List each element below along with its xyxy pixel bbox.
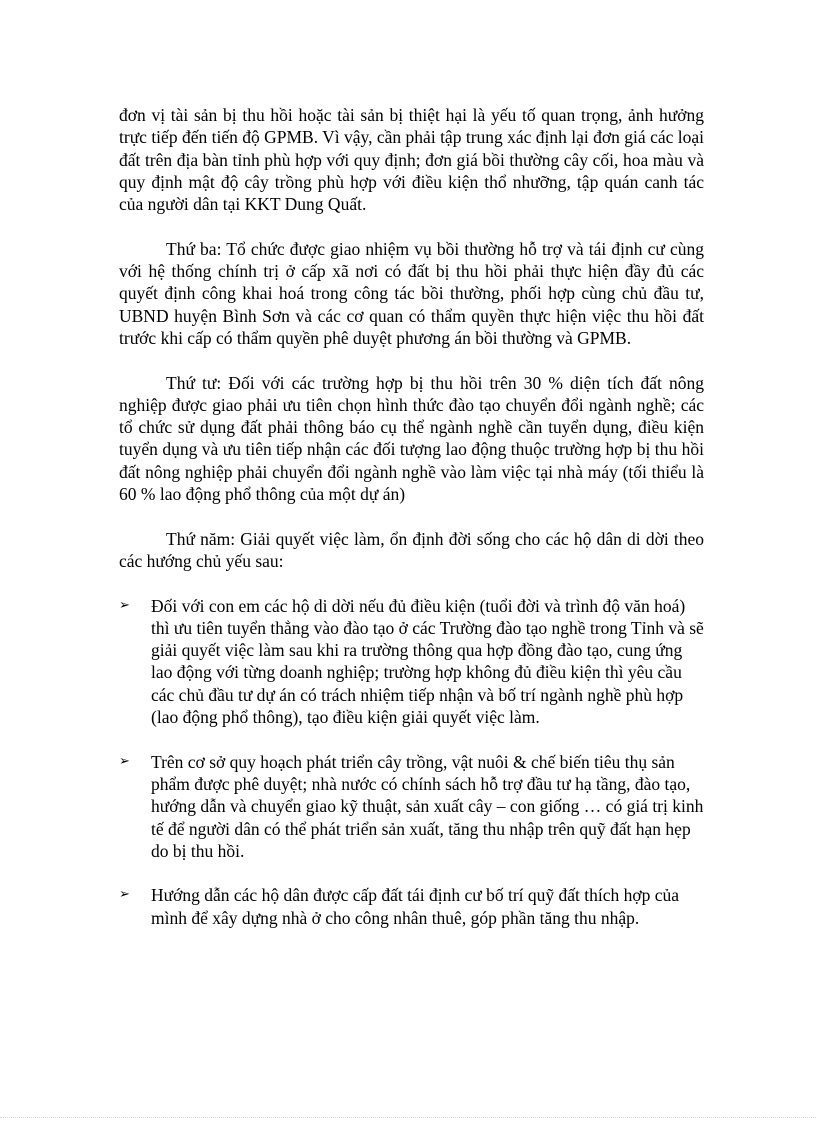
bullet-item-housing [119,884,704,929]
bullet-text: Hướng dẫn các hộ dân được cấp đất tái định cư bố trí quỹ đất thích hợp của mình để xây dựng nhà ở cho công nhân thuê, góp phần tăng thu nhập. [151,885,680,928]
bullet-text: Đối với con em các hộ di dời nếu đủ điều kiện (tuổi đời và trình độ văn hoá) thì ưu tiên tuyển thẳng vào đào tạo ở các Trường đào tạo nghề trong Tỉnh và sẽ giải quyết việc làm sau khi ra trường thông qua hợp đồng đào tạo, cung ứng lao động với từng doanh nghiệp; trường hợp không đủ điều kiện thì yêu cầu các chủ đầu tư dự án có trách nhiệm tiếp nhận và bố trí ngành nghề phù hợp (lao động phổ thông), tạo điều kiện giải quyết việc làm. [151,595,704,728]
bullet-item-training [119,595,704,729]
bullet-text: Trên cơ sở quy hoạch phát triển cây trồng, vật nuôi & chế biến tiêu thụ sản phẩm được phê duyệt; nhà nước có chính sách hỗ trợ đầu tư hạ tầng, đào tạo, hướng dẫn và chuyển giao kỹ thuật, sản xuất cây – con giống … có giá trị kinh tế để người dân có thể phát triển sản xuất, tăng thu nhập trên quỹ đất hạn hẹp do bị thu hồi. [151,751,704,861]
page-bottom-border [0,1117,816,1118]
bullet-item-production [119,751,704,862]
arrow-bullet-icon: ➢ [119,597,130,613]
document-body [119,104,704,951]
arrow-bullet-icon: ➢ [119,753,130,769]
arrow-bullet-icon: ➢ [119,887,130,903]
paragraph-land-prices: đơn vị tài sản bị thu hồi hoặc tài sản bị thiệt hại là yếu tố quan trọng, ảnh hưởng trực tiếp đến tiến độ GPMB. Vì vậy, cần phải tập trung xác định lại đơn giá các loại đất trên địa bàn tỉnh phù hợp với quy định; đơn giá bồi thường cây cối, hoa màu và quy định mật độ cây trồng phù hợp với điều kiện thổ nhưỡng, tập quán canh tác của người dân tại KKT Dung Quất. [119,105,704,215]
paragraph-fourth: Thứ tư: Đối với các trường hợp bị thu hồi trên 30 % diện tích đất nông nghiệp được giao phải ưu tiên chọn hình thức đào tạo chuyển đổi ngành nghề; các tổ chức sử dụng đất phải thông báo cụ thể ngành nghề cần tuyển dụng, điều kiện tuyển dụng và ưu tiên tiếp nhận các đối tượng lao động thuộc trường hợp bị thu hồi đất nông nghiệp phải chuyển đổi ngành nghề vào làm việc tại nhà máy (tối thiểu là 60 % lao động phổ thông của một dự án) [119,372,704,505]
paragraph-third: Thứ ba: Tổ chức được giao nhiệm vụ bồi thường hỗ trợ và tái định cư cùng với hệ thống chính trị ở cấp xã nơi có đất bị thu hồi phải thực hiện đầy đủ các quyết định công khai hoá trong công tác bồi thường, phối hợp cùng chủ đầu tư, UBND huyện Bình Sơn và các cơ quan có thẩm quyền thực hiện việc thu hồi đất trước khi cấp có thẩm quyền phê duyệt phương án bồi thường và GPMB. [119,238,704,348]
paragraph-fifth: Thứ năm: Giải quyết việc làm, ổn định đời sống cho các hộ dân di dời theo các hướng chủ yếu sau: [119,528,704,571]
